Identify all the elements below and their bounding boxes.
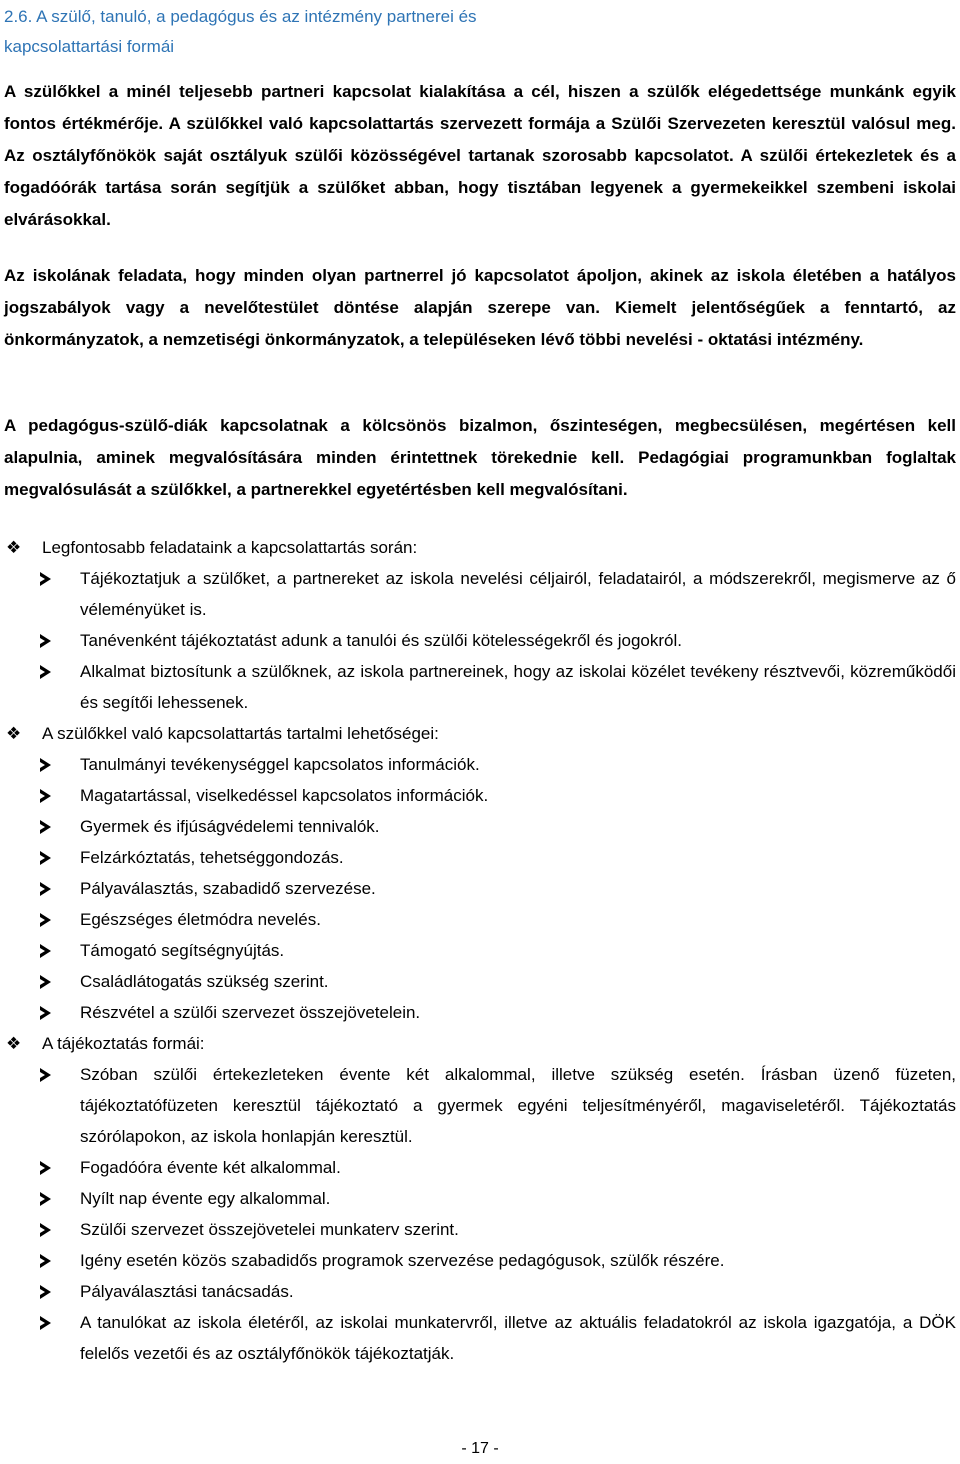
- section-title-text: A tájékoztatás formái:: [42, 1034, 205, 1053]
- arrow-bullet-icon: [40, 1223, 51, 1237]
- list-item-text: Szóban szülői értekezleteken évente két alkalommal, illetve szükség esetén. Írásban üzenő füzeten, tájékoztatófüzeten keresztül tájékoztató a gyermek egyéni teljesítményéről, magaviseletéről. Tájékoztatás szórólapokon, az iskola honlapján keresztül.: [80, 1065, 956, 1146]
- list-item: [4, 563, 956, 625]
- list-item: [4, 1183, 956, 1214]
- list-item: [4, 749, 956, 780]
- list-section-title: [4, 718, 956, 749]
- arrow-bullet-icon: [40, 758, 51, 772]
- list-item-text: Nyílt nap évente egy alkalommal.: [80, 1189, 331, 1208]
- arrow-bullet-icon: [40, 665, 51, 679]
- arrow-bullet-icon: [40, 1161, 51, 1175]
- arrow-bullet-icon: [40, 1254, 51, 1268]
- list-item-text: Tájékoztatjuk a szülőket, a partnereket az iskola nevelési céljairól, feladatairól, a módszerekről, megismerve az ő véleményüket is.: [80, 569, 956, 619]
- list-item: [4, 873, 956, 904]
- list-item-text: Alkalmat biztosítunk a szülőknek, az iskola partnereinek, hogy az iskolai közélet tevékeny résztvevői, közreműködői és segítői lehessenek.: [80, 662, 956, 712]
- list-item-text: Felzárkóztatás, tehetséggondozás.: [80, 848, 344, 867]
- list-item: [4, 656, 956, 718]
- list-item: [4, 811, 956, 842]
- list-section-title: [4, 532, 956, 563]
- diamond-bullet-icon: ❖: [6, 724, 22, 743]
- list-item: [4, 1245, 956, 1276]
- list-item-text: Családlátogatás szükség szerint.: [80, 972, 329, 991]
- paragraph-partners: Az iskolának feladata, hogy minden olyan partnerrel jó kapcsolatot ápoljon, akinek az iskola életében a hatályos jogszabályok vagy a nevelőtestület döntése alapján szerepe van. Kiemelt jelentőségűek a fenntartó, az önkormányzatok, a nemzetiségi önkormányzatok, a településeken lévő többi nevelési - oktatási intézmény.: [4, 266, 956, 349]
- arrow-bullet-icon: [40, 975, 51, 989]
- list-item-text: Tanévenként tájékoztatást adunk a tanulói és szülői kötelességekről és jogokról.: [80, 631, 682, 650]
- list-item: [4, 625, 956, 656]
- diamond-bullet-icon: ❖: [6, 1034, 22, 1053]
- arrow-bullet-icon: [40, 634, 51, 648]
- arrow-bullet-icon: [40, 1006, 51, 1020]
- arrow-bullet-icon: [40, 944, 51, 958]
- list-item-text: Egészséges életmódra nevelés.: [80, 910, 321, 929]
- list-item: [4, 997, 956, 1028]
- section-title-text: A szülőkkel való kapcsolattartás tartalmi lehetőségei:: [42, 724, 439, 743]
- list-item: [4, 935, 956, 966]
- arrow-bullet-icon: [40, 1316, 51, 1330]
- diamond-bullet-icon: ❖: [6, 538, 22, 557]
- arrow-bullet-icon: [40, 882, 51, 896]
- list-item: [4, 1276, 956, 1307]
- list-item-text: Szülői szervezet összejövetelei munkaterv szerint.: [80, 1220, 459, 1239]
- list-item: [4, 1307, 956, 1369]
- list-item: [4, 842, 956, 873]
- list-item-text: Igény esetén közös szabadidős programok szervezése pedagógusok, szülők részére.: [80, 1251, 725, 1270]
- list-item: [4, 966, 956, 997]
- arrow-bullet-icon: [40, 1285, 51, 1299]
- list-item-text: Magatartással, viselkedéssel kapcsolatos információk.: [80, 786, 489, 805]
- list-item-text: Tanulmányi tevékenységgel kapcsolatos információk.: [80, 755, 480, 774]
- list-item-text: A tanulókat az iskola életéről, az iskolai munkatervről, illetve az aktuális feladatokról az iskola igazgatója, a DÖK felelős vezetői és az osztályfőnökök tájékoztatják.: [80, 1313, 956, 1363]
- section-heading: 2.6. A szülő, tanuló, a pedagógus és az intézmény partnerei és kapcsolattartási formái: [4, 7, 477, 56]
- list-item: [4, 1152, 956, 1183]
- arrow-bullet-icon: [40, 851, 51, 865]
- list-item: [4, 904, 956, 935]
- bullet-list: [4, 532, 956, 1369]
- arrow-bullet-icon: [40, 913, 51, 927]
- arrow-bullet-icon: [40, 1068, 51, 1082]
- list-item-text: Pályaválasztási tanácsadás.: [80, 1282, 294, 1301]
- arrow-bullet-icon: [40, 572, 51, 586]
- list-item-text: Gyermek és ifjúságvédelemi tennivalók.: [80, 817, 380, 836]
- arrow-bullet-icon: [40, 789, 51, 803]
- list-item: [4, 1214, 956, 1245]
- list-section-title: [4, 1028, 956, 1059]
- page-number: - 17 -: [461, 1440, 499, 1457]
- list-item-text: Támogató segítségnyújtás.: [80, 941, 285, 960]
- list-item-text: Részvétel a szülői szervezet összejövetelein.: [80, 1003, 421, 1022]
- list-item-text: Pályaválasztás, szabadidő szervezése.: [80, 879, 376, 898]
- arrow-bullet-icon: [40, 820, 51, 834]
- list-item: [4, 1059, 956, 1152]
- paragraph-cooperation: A pedagógus-szülő-diák kapcsolatnak a kölcsönös bizalmon, őszinteségen, megbecsülésen, megértésen kell alapulnia, aminek megvalósítására minden érintettnek törekednie kell. Pedagógiai programunkban foglaltak megvalósulását a szülőkkel, a partnerekkel egyetértésben kell megvalósítani.: [4, 416, 956, 499]
- list-item-text: Fogadóóra évente két alkalommal.: [80, 1158, 341, 1177]
- paragraph-parents: A szülőkkel a minél teljesebb partneri kapcsolat kialakítása a cél, hiszen a szülők elégedettsége munkánk egyik fontos értékmérője. A szülőkkel való kapcsolattartás szervezett formája a Szülői Szervezeten keresztül valósul meg. Az osztályfőnökök saját osztályuk szülői közösségével tartanak szorosabb kapcsolatot. A szülői értekezletek és a fogadóórák tartása során segítjük a szülőket abban, hogy tisztában legyenek a gyermekeikkel szembeni iskolai elvárásokkal.: [4, 82, 956, 229]
- list-item: [4, 780, 956, 811]
- section-title-text: Legfontosabb feladataink a kapcsolattartás során:: [42, 538, 418, 557]
- arrow-bullet-icon: [40, 1192, 51, 1206]
